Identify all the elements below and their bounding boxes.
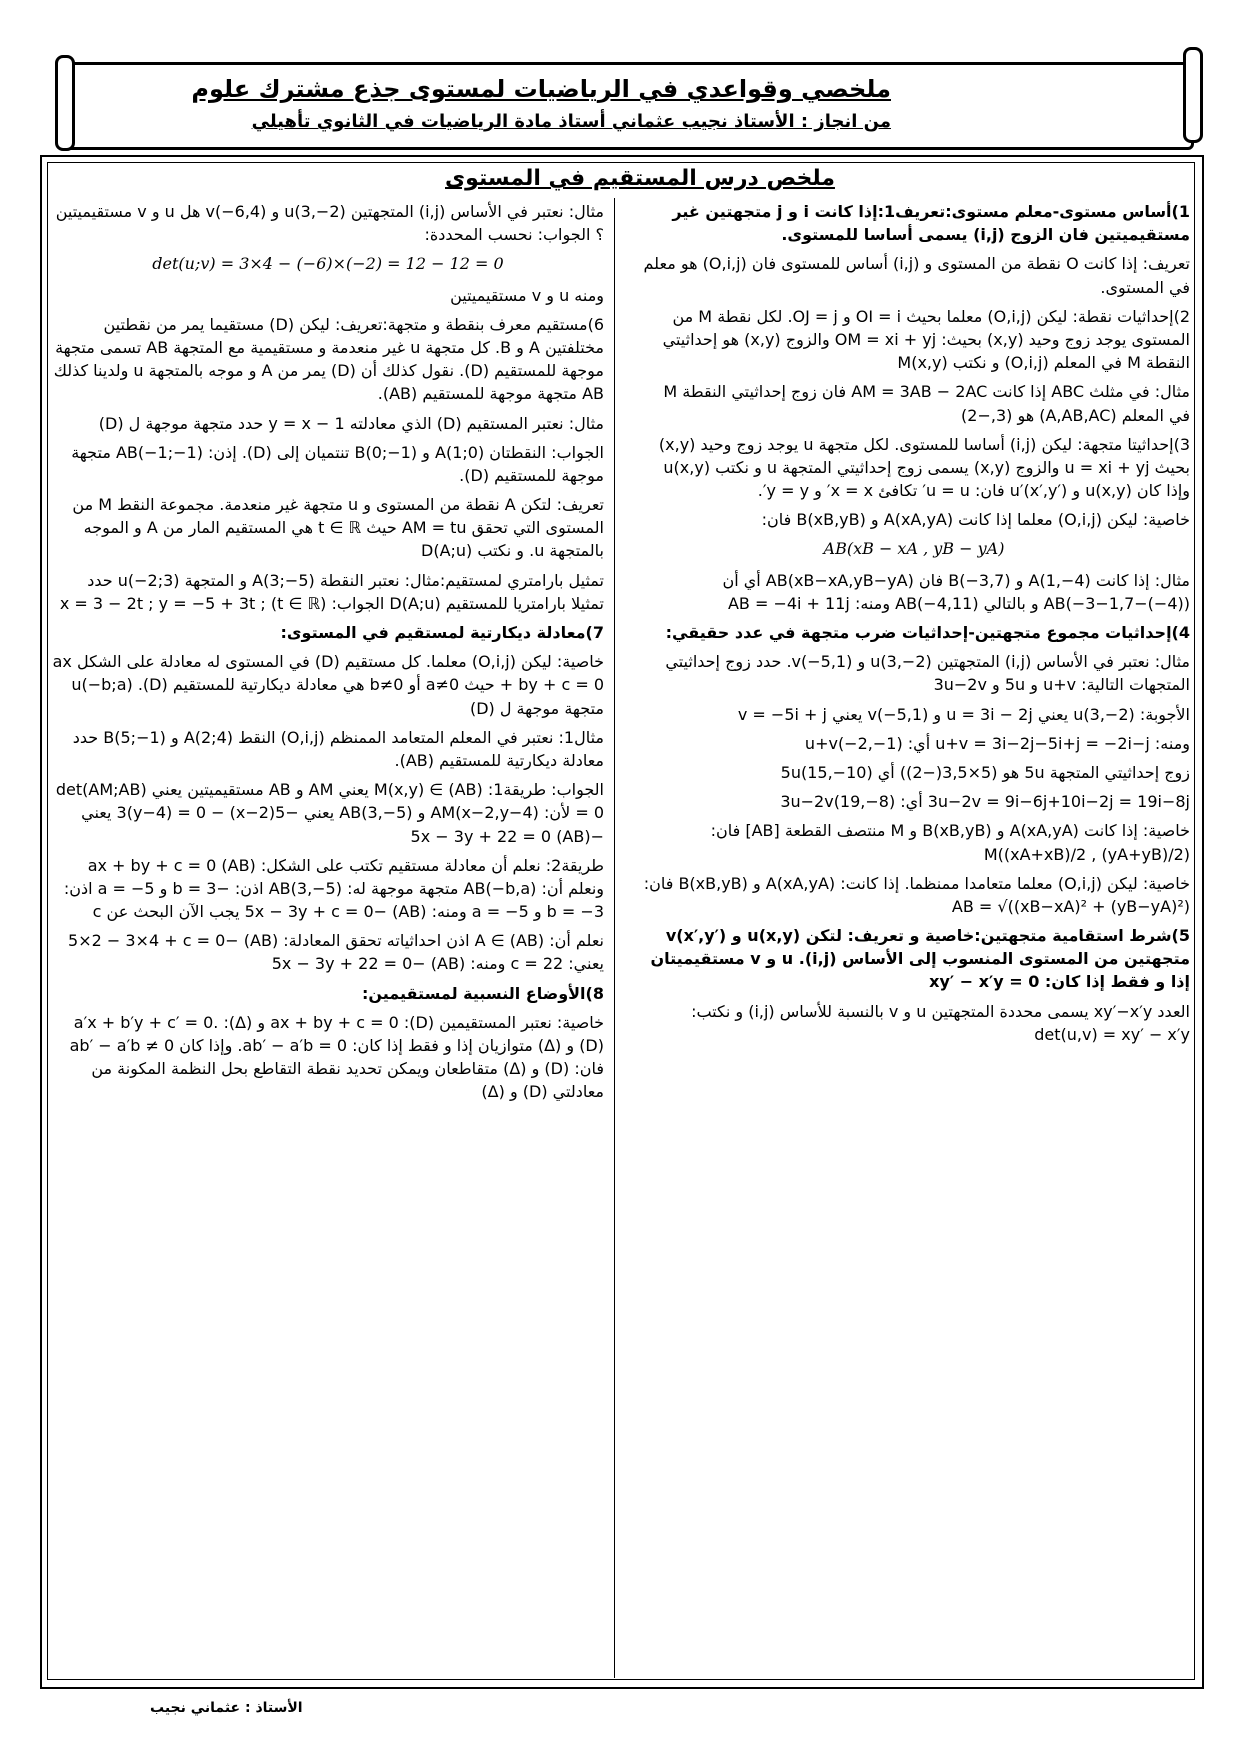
section-2-example: مثال: في مثلث ABC إذا كانت AM = 3AB − 2AC فان زوج إحداثيتي النقطة M في المعلم (A,AB,AC) هو (3,−2) xyxy=(663,382,1190,425)
section-3-example: مثال: إذا كانت A(1,−4) و B(−3,7) فان AB(xB−xA,yB−yA) أي أن AB(−3−1,7−(−4)) و بالتالي AB(−4,11) ومنه: AB = −4i + 11j xyxy=(722,570,1190,613)
section-4-answer-1: الأجوبة: u(3,−2) يعني u = 3i − 2j و v(−5,1) يعني v = −5i + j xyxy=(737,704,1190,724)
section-3-formula: AB(xB − xA , yB − yA) xyxy=(823,539,1005,559)
section-3: 3)إحداثيتا متجهة: ليكن (i,j) أساسا للمستوى. لكل متجهة u يوجد زوج وحيد (x,y) بحيث u = xi + yj والزوج (x,y) يسمى زوج إحداثيتي المتجهة u و نكتب u(x,y) وإذا كان u(x,y) و u′(x′,y′) فان: u = u′ تكافئ x = x′ و y = y′. xyxy=(658,434,1190,501)
lesson-title: ملخص درس المستقيم في المستوى xyxy=(445,166,835,191)
section-5: 5)شرط استقامية متجهتين:خاصية و تعريف: لتكن u(x,y) و v(x′,y′) متجهتين من المستوى المنسوب إلى الأساس (i,j). u و v مستقيميتان إذا و فقط إذا كان: xy′ − x′y = 0 xyxy=(650,926,1190,992)
example-1-conclusion: ومنه u و v مستقيميتين xyxy=(450,285,604,305)
section-7-method-2: طريقة2: نعلم أن معادلة مستقيم تكتب على الشكل: ax + by + c = 0 (AB) ونعلم أن: AB(−b,a) متجهة موجهة له: AB(3,−5) اذن: −b = 3 و a = −5 اذن: b = −3 و a = −5 ومنه: (AB) −5x − 3y + c = 0 يجب الآن البحث عن c xyxy=(63,855,604,922)
example-1-calc: det(u;v) = 3×4 − (−6)×(−2) = 12 − 12 = 0 xyxy=(152,254,504,274)
section-6: 6)مستقيم معرف بنقطة و متجهة:تعريف: ليكن (D) مستقيما يمر من نقطتين مختلفتين A و B. كل متجهة u غير منعدمة و مستقيمية مع المتجهة AB تسمى متجهة موجهة للمستقيم (D). نقول كذلك أن (D) يمر من A و موجه بالمتجهة u ولدينا كذلك AB متجهة موجهة للمستقيم (AB). xyxy=(53,314,604,404)
section-4-answer-4: 3u−2v = 9i−6j+10i−2j = 19i−8j أي: 3u−2v(19,−8) xyxy=(780,792,1190,812)
section-4: 4)إحداثيات مجموع متجهتين-إحداثيات ضرب متجهة في عدد حقيقي: xyxy=(665,623,1190,642)
section-4-example: مثال: نعتبر في الأساس (i,j) المتجهتين u(3,−2) و v(−5,1). حدد زوج إحداثيتي المتجهات التالية: u+v و 5u و 3u−2v xyxy=(665,652,1190,695)
section-6-example: مثال: نعتبر المستقيم (D) الذي معادلته y = x − 1 حدد متجهة موجهة ل (D) xyxy=(98,413,604,433)
left-column xyxy=(52,200,604,1110)
section-7-example: مثال1: نعتبر في المعلم المتعامد الممنظم (O,i,j) النقط A(2;4) و B(5;−1) حدد معادلة ديكارتية للمستقيم (AB). xyxy=(72,727,604,770)
section-6-answer: الجواب: النقطتان A(1;0) و B(0;−1) تنتميان إلى (D). إذن: AB(−1;−1) متجهة موجهة للمستقيم (D). xyxy=(71,442,604,485)
section-8-property: خاصية: نعتبر المستقيمين (D): ax + by + c = 0 و (Δ): a′x + b′y + c′ = 0. (D) و (Δ) متوازيان إذا و فقط إذا كان: ab′ − a′b = 0. وإذا كان ab′ − a′b ≠ 0 فان: (D) و (Δ) متقاطعان ويمكن تحديد نقطة التقاطع بحل النظمة المكونة من معادلتي (D) و (Δ) xyxy=(69,1012,604,1102)
section-8: 8)الأوضاع النسبية لمستقيمين: xyxy=(361,983,604,1003)
page-title: ملخصي وقواعدي في الرياضيات لمستوى جذع مشترك علوم xyxy=(191,75,891,103)
section-7-method-2b: نعلم أن: A ∈ (AB) اذن احداثياته تحقق المعادلة: (AB) −5×2 − 3×4 + c = 0 يعني: c = 22 ومنه: (AB) −5x − 3y + 22 = 0 xyxy=(68,931,604,974)
right-column xyxy=(638,200,1190,1052)
section-6-definition: تعريف: لتكن A نقطة من المستوى و u متجهة غير منعدمة. مجموعة النقط M من المستوى التي تحقق AM = tu حيث t ∈ ℝ هي المستقيم المار من A و الموجه بالمتجهة u. و نكتب D(A;u) xyxy=(72,495,604,561)
title-banner xyxy=(58,62,1194,150)
section-6-parametric: تمثيل بارامتري لمستقيم:مثال: نعتبر النقطة A(3;−5) و المتجهة u(−2;3) حدد تمثيلا بارامتريا للمستقيم D(A;u) الجواب: x = 3 − 2t ; y = −5 + 3t ; (t ∈ ℝ) xyxy=(59,570,604,613)
section-4-property-1: خاصية: إذا كانت A(xA,yA) و B(xB,yB) و M منتصف القطعة [AB] فان: M((xA+xB)/2 , (yA+yB)/2) xyxy=(710,821,1190,864)
section-3-property: خاصية: ليكن (O,i,j) معلما إذا كانت A(xA,yA) و B(xB,yB) فان: xyxy=(761,510,1190,530)
section-7: 7)معادلة ديكارتية لمستقيم في المستوى: xyxy=(280,623,604,642)
section-7-property: خاصية: ليكن (O,i,j) معلما. كل مستقيم (D) في المستوى له معادلة على الشكل ax + by + c = 0 حيث a≠0 أو b≠0 هي معادلة ديكارتية للمستقيم (D). u(−b;a) متجهة موجهة ل (D) xyxy=(52,652,604,718)
section-4-property-2: خاصية: ليكن (O,i,j) معلما متعامدا ممنظما. إذا كانت: A(xA,yA) و B(xB,yB) فان: AB = √((xB−xA)² + (yB−yA)²) xyxy=(643,873,1190,916)
section-4-answer-2: ومنه: u+v = 3i−2j−5i+j = −2i−j أي: u+v(−2,−1) xyxy=(804,733,1190,753)
column-divider xyxy=(614,198,615,1678)
section-7-method-1: الجواب: طريقة1: M(x,y) ∈ (AB) يعني AM و AB مستقيميتين يعني det(AM;AB) = 0 لأن: AM(x−2,y−4) و AB(3,−5) يعني −5(x−2) − 3(y−4) = 0 يعني −5x − 3y + 22 = 0 (AB) xyxy=(55,780,604,846)
section-1-definition: تعريف: إذا كانت O نقطة من المستوى و (i,j) أساس للمستوى فان (O,i,j) هو معلم في المستوى. xyxy=(643,254,1190,297)
footer-author: الأستاذ : عثماني نجيب xyxy=(150,1700,303,1716)
section-5-determinant: العدد xy′−x′y يسمى محددة المتجهتين u و v بالنسبة للأساس (i,j) و نكتب: det(u,v) = xy′ − x′y xyxy=(691,1001,1190,1044)
page-subtitle: من انجاز : الأستاذ نجيب عثماني أستاذ مادة الرياضيات في الثانوي تأهيلي xyxy=(251,111,891,132)
section-2: 2)إحداثيات نقطة: ليكن (O,i,j) معلما بحيث OI = i و OJ = j. لكل نقطة M من المستوى يوجد زوج وحيد (x,y) بحيث: OM = xi + yj والزوج (x,y) هو إحداثيتي النقطة M في المعلم (O,i,j) و نكتب M(x,y) xyxy=(662,306,1190,373)
section-4-answer-3: زوج إحداثيتي المتجهة 5u هو (5×3,5(−2)) أي 5u(15,−10) xyxy=(780,762,1190,782)
example-1: مثال: نعتبر في الأساس (i,j) المتجهتين u(3,−2) و v(−6,4) هل u و v مستقيميتين ؟ الجواب: نحسب المحددة: xyxy=(55,202,604,245)
section-1: 1)أساس مستوى-معلم مستوى:تعريف1:إذا كانت i و j متجهتين غير مستقيميتين فان الزوج (i,j) يسمى أساسا للمستوى. xyxy=(672,202,1190,245)
